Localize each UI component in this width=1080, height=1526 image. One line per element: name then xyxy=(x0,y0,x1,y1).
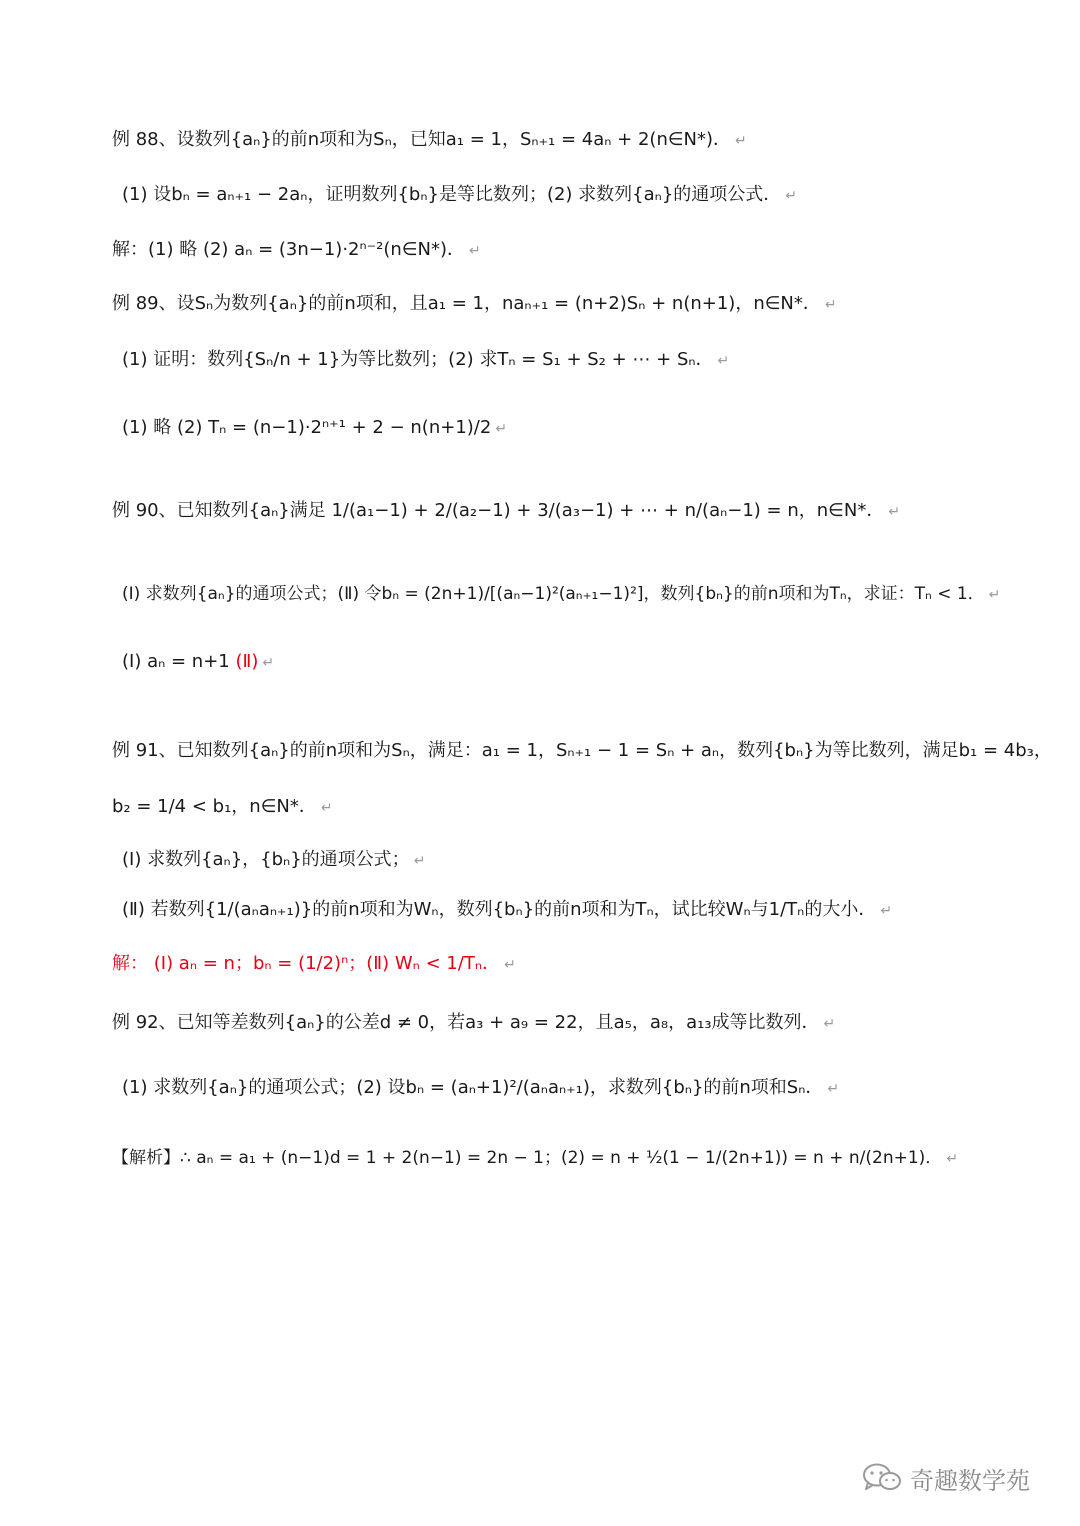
example-88-solution: 解：(1) 略 (2) aₙ = (3n−1)·2ⁿ⁻²(n∈N*)． ↵ xyxy=(112,239,481,260)
example-92-solution: 【解析】∴ aₙ = a₁ + (n−1)d = 1 + 2(n−1) = 2n − 1；(2) = n + ½(1 − 1/(2n+1)) = n + n/(2n+1)． ↵ xyxy=(112,1148,959,1168)
example-91-solution: 解： (Ⅰ) aₙ = n；bₙ = (1/2)ⁿ；(Ⅱ) Wₙ < 1/Tₙ． ↵ xyxy=(112,953,516,974)
example-90-solution: (Ⅰ) aₙ = n+1 (Ⅱ) ↵ xyxy=(122,651,275,672)
watermark xyxy=(862,1458,1030,1498)
solution-label: 解： xyxy=(112,953,148,974)
example-92-statement: 例 92、已知等差数列{aₙ}的公差d ≠ 0，若a₃ + a₉ = 22，且a₅，a₈，a₁₃成等比数列． ↵ xyxy=(112,1012,836,1033)
example-90-questions: (Ⅰ) 求数列{aₙ}的通项公式；(Ⅱ) 令bₙ = (2n+1)/[(aₙ−1)²(aₙ₊₁−1)²]，数列{bₙ}的前n项和为Tₙ，求证：Tₙ < 1． ↵ xyxy=(122,584,1001,604)
example-89-questions: (1) 证明：数列{Sₙ/n + 1}为等比数列；(2) 求Tₙ = S₁ + S₂ + ⋯ + Sₙ． ↵ xyxy=(122,349,730,370)
example-91-statement: 例 91、已知数列{aₙ}的前n项和为Sₙ，满足：a₁ = 1，Sₙ₊₁ − 1 = Sₙ + aₙ，数列{bₙ}为等比数列，满足b₁ = 4b₃， xyxy=(112,740,1052,761)
example-89-statement: 例 89、设Sₙ为数列{aₙ}的前n项和，且a₁ = 1，naₙ₊₁ = (n+2)Sₙ + n(n+1)，n∈N*． ↵ xyxy=(112,293,837,314)
example-91-question-1: (Ⅰ) 求数列{aₙ}，{bₙ}的通项公式； ↵ xyxy=(122,849,426,870)
wechat-icon xyxy=(862,1462,902,1494)
example-90-part-2-answer: (Ⅱ) xyxy=(235,651,259,672)
example-91-question-2: (Ⅱ) 若数列{1/(aₙaₙ₊₁)}的前n项和为Wₙ，数列{bₙ}的前n项和为Tₙ，试比较Wₙ与1/Tₙ的大小． ↵ xyxy=(122,899,893,920)
example-90-statement: 例 90、已知数列{aₙ}满足 1/(a₁−1) + 2/(a₂−1) + 3/(a₃−1) + ⋯ + n/(aₙ−1) = n，n∈N*． ↵ xyxy=(112,500,901,521)
example-89-solution: (1) 略 (2) Tₙ = (n−1)·2ⁿ⁺¹ + 2 − n(n+1)/2 ↵ xyxy=(122,417,508,438)
watermark-text: 奇趣数学苑 xyxy=(910,1466,1030,1495)
example-92-questions: (1) 求数列{aₙ}的通项公式；(2) 设bₙ = (aₙ+1)²/(aₙaₙ₊₁)，求数列{bₙ}的前n项和Sₙ． ↵ xyxy=(122,1077,840,1098)
example-88-questions: (1) 设bₙ = aₙ₊₁ − 2aₙ，证明数列{bₙ}是等比数列；(2) 求数列{aₙ}的通项公式． ↵ xyxy=(122,184,797,205)
example-88-statement: 例 88、设数列{aₙ}的前n项和为Sₙ，已知a₁ = 1，Sₙ₊₁ = 4aₙ + 2(n∈N*)． ↵ xyxy=(112,129,747,150)
example-91-statement-cont: b₂ = 1/4 < b₁，n∈N*． ↵ xyxy=(112,796,333,817)
